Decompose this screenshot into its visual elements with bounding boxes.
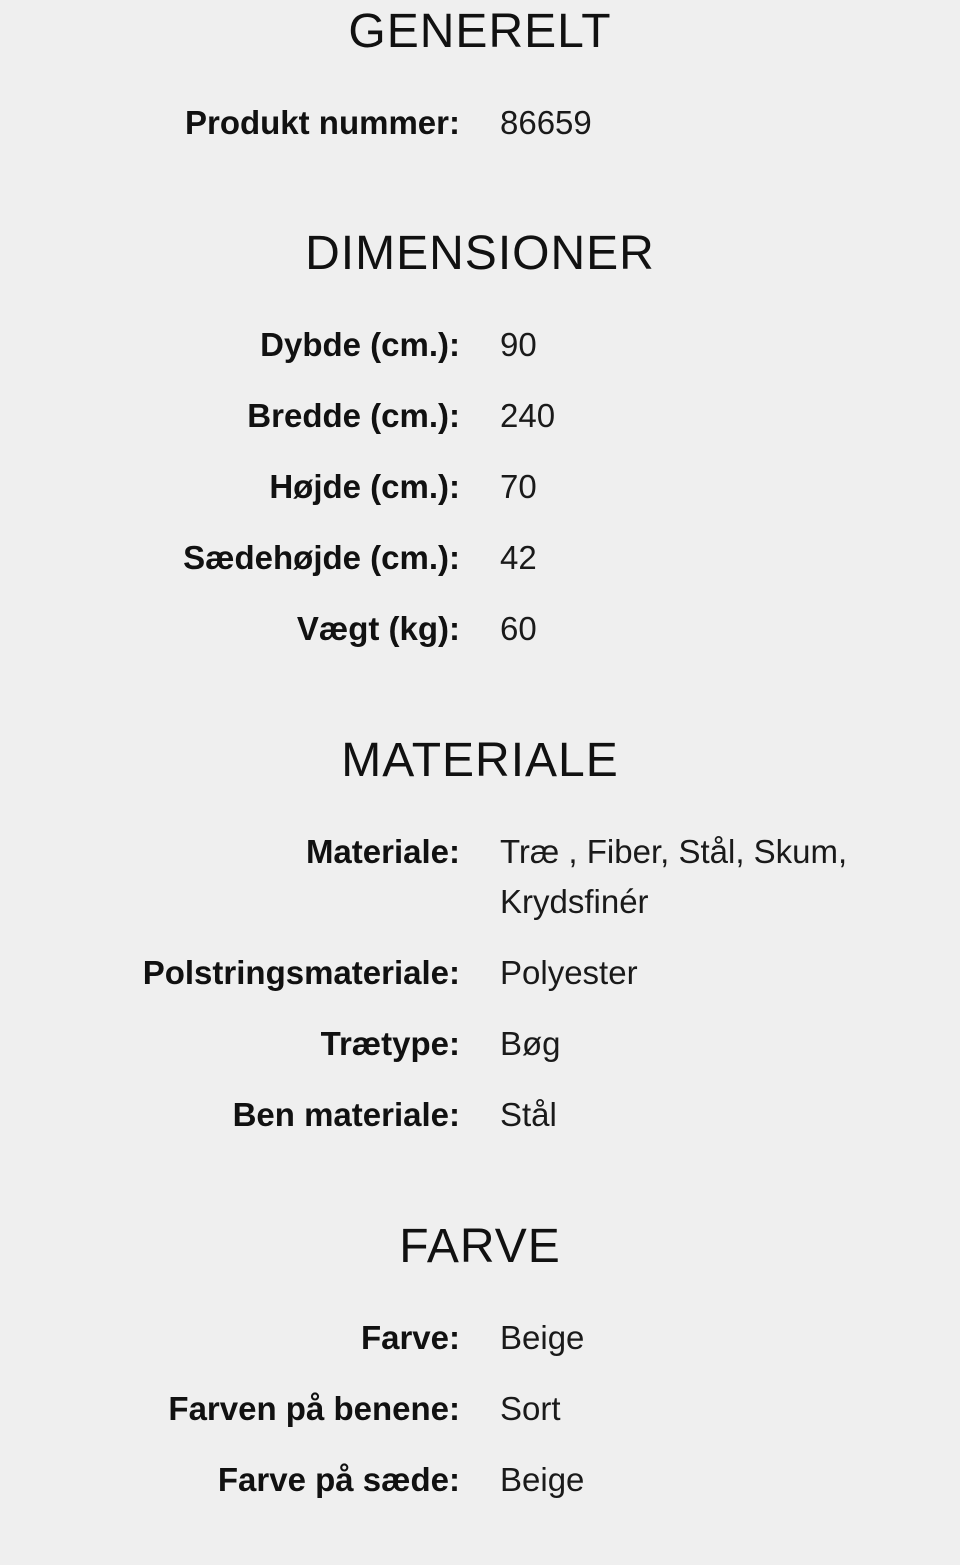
spec-label: Produkt nummer: [184,104,460,141]
spec-label: Farven på benene: [168,1390,460,1427]
spec-value: Sort [500,1390,561,1427]
spec-value: Beige [500,1319,585,1356]
spec-value: 70 [500,468,537,505]
spec-value: 240 [500,397,556,434]
spec-label: Polstringsmateriale: [142,954,460,991]
spec-value: Beige [500,1461,585,1498]
spec-value: Polyester [500,954,638,991]
spec-value: Stål [500,1096,557,1133]
section-title-materiale: MATERIALE [341,734,619,787]
spec-value: 90 [500,326,537,363]
spec-label: Farve: [360,1319,460,1356]
spec-label: Sædehøjde (cm.): [183,539,460,576]
spec-label: Bredde (cm.): [247,397,460,434]
spec-label: Højde (cm.): [269,468,460,505]
spec-label: Ben materiale: [232,1096,460,1133]
section-title-generelt: GENERELT [348,5,612,58]
section-generelt [0,4,960,60]
spec-label: Dybde (cm.): [260,326,460,363]
spec-value: 60 [500,610,537,647]
spec-value: 42 [500,539,537,576]
section-title-dimensioner: DIMENSIONER [305,227,655,280]
spec-value: Træ , Fiber, Stål, Skum, Krydsfinér [500,833,848,920]
spec-value: Bøg [500,1025,561,1062]
spec-label: Vægt (kg): [296,610,460,647]
spec-label: Materiale: [305,833,460,870]
spec-label: Trætype: [320,1025,460,1062]
section-title-farve: FARVE [399,1220,561,1273]
section-farve [0,1219,960,1275]
spec-value: 86659 [500,104,592,141]
section-materiale [0,733,960,789]
section-dimensioner [0,226,960,282]
spec-label: Farve på sæde: [217,1461,460,1498]
